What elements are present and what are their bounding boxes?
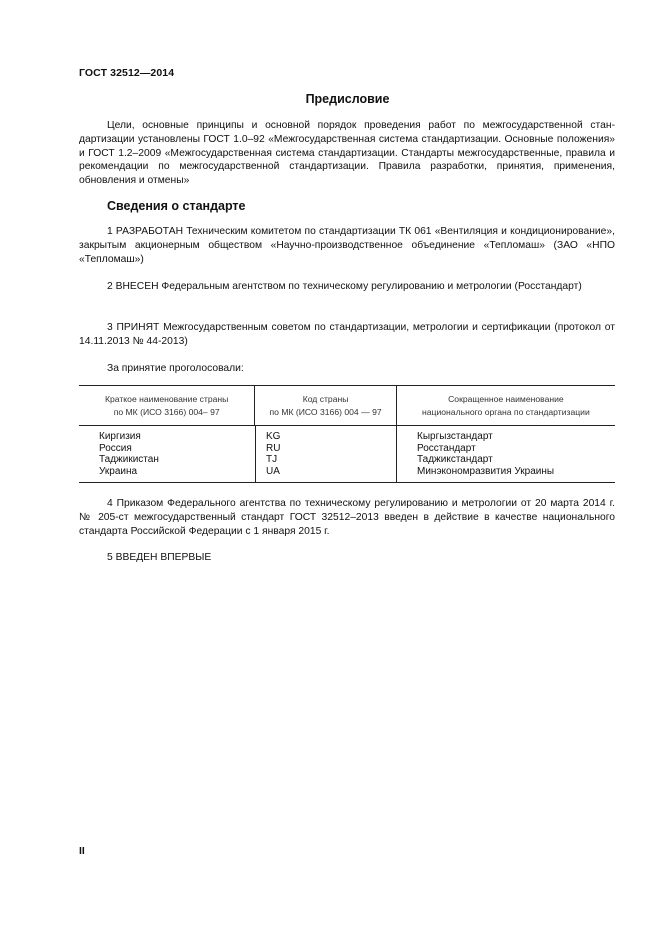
voting-table — [79, 385, 615, 483]
standards-bodies-column — [396, 426, 615, 482]
standards-body: Таджикстандарт — [417, 454, 493, 465]
page-number: II — [79, 845, 85, 857]
country-code: KG — [266, 431, 281, 442]
country-name: Таджикистан — [99, 454, 159, 465]
header-country-name — [79, 386, 254, 425]
info-item-3: 3 ПРИНЯТ Межгосударственным советом по стандартизации, метрологии и сертификации (протокол от 14.11.2013 № 44-2013) — [79, 322, 615, 347]
info-item-1: 1 РАЗРАБОТАН Техническим комитетом по стандартизации ТК 061 «Вентиляция и кондиционирование», закрытым акционерным обществом «Научно-производственное объединение «Тепломаш» (ЗАО «НПО «Тепломаш») — [79, 226, 615, 265]
header-standards-body — [396, 386, 615, 425]
country-code: RU — [266, 442, 281, 454]
info-item-2: 2 ВНЕСЕН Федеральным агентством по техническому регулированию и метрологии (Росстандарт) — [107, 281, 582, 292]
header-line: Краткое наименование страны — [105, 393, 229, 404]
foreword-title: Предисловие — [305, 92, 390, 106]
info-item-5: 5 ВВЕДЕН ВПЕРВЫЕ — [107, 552, 212, 563]
voted-label: За принятие проголосовали: — [107, 363, 244, 374]
header-line: Сокращенное наименование — [448, 393, 564, 404]
standards-body: Кыргызстандарт — [417, 431, 493, 442]
country-name: Киргизия — [99, 431, 141, 442]
info-item-4: 4 Приказом Федерального агентства по техническому регулированию и метрологии от 20 марта 2014 г. № 205-ст межгосударственный стандарт ГОСТ 32512–2013 введен в действие в качестве национального стандарта Российской Федерации с 1 января 2015 г. — [79, 498, 615, 537]
table-body — [79, 426, 615, 482]
country-code: TJ — [266, 454, 278, 465]
foreword-paragraph: Цели, основные принципы и основной порядок проведения работ по межгосударственной стандартизации установлены ГОСТ 1.0–92 «Межгосударственная система стандартизации. Основные положения» и ГОСТ 1.2–2009 «Межгосударственная система стандартизации. Стандарты межгосударственные, правила и рекомендации по межгосударственной стандартизации. Правила разработки, принятия, применения, обновления и отмены» — [79, 120, 615, 187]
header-country-code — [254, 386, 395, 425]
table-header-row — [79, 386, 615, 426]
standards-body: Росстандарт — [417, 442, 476, 454]
country-code: UA — [266, 465, 280, 477]
header-line: Код страны — [302, 393, 349, 404]
header-line: по МК (ИСО 3166) 004 — 97 — [269, 406, 382, 417]
country-codes-column — [255, 426, 396, 482]
country-names-column — [79, 426, 255, 482]
standards-body: Минэкономразвития Украины — [417, 465, 555, 477]
header-line: по МК (ИСО 3166) 004– 97 — [113, 406, 220, 417]
country-name: Украина — [99, 465, 138, 477]
header-line: национального органа по стандартизации — [422, 406, 590, 417]
info-section-title: Сведения о стандарте — [107, 199, 246, 213]
country-name: Россия — [99, 442, 132, 454]
standard-code-header: ГОСТ 32512—2014 — [79, 67, 175, 79]
